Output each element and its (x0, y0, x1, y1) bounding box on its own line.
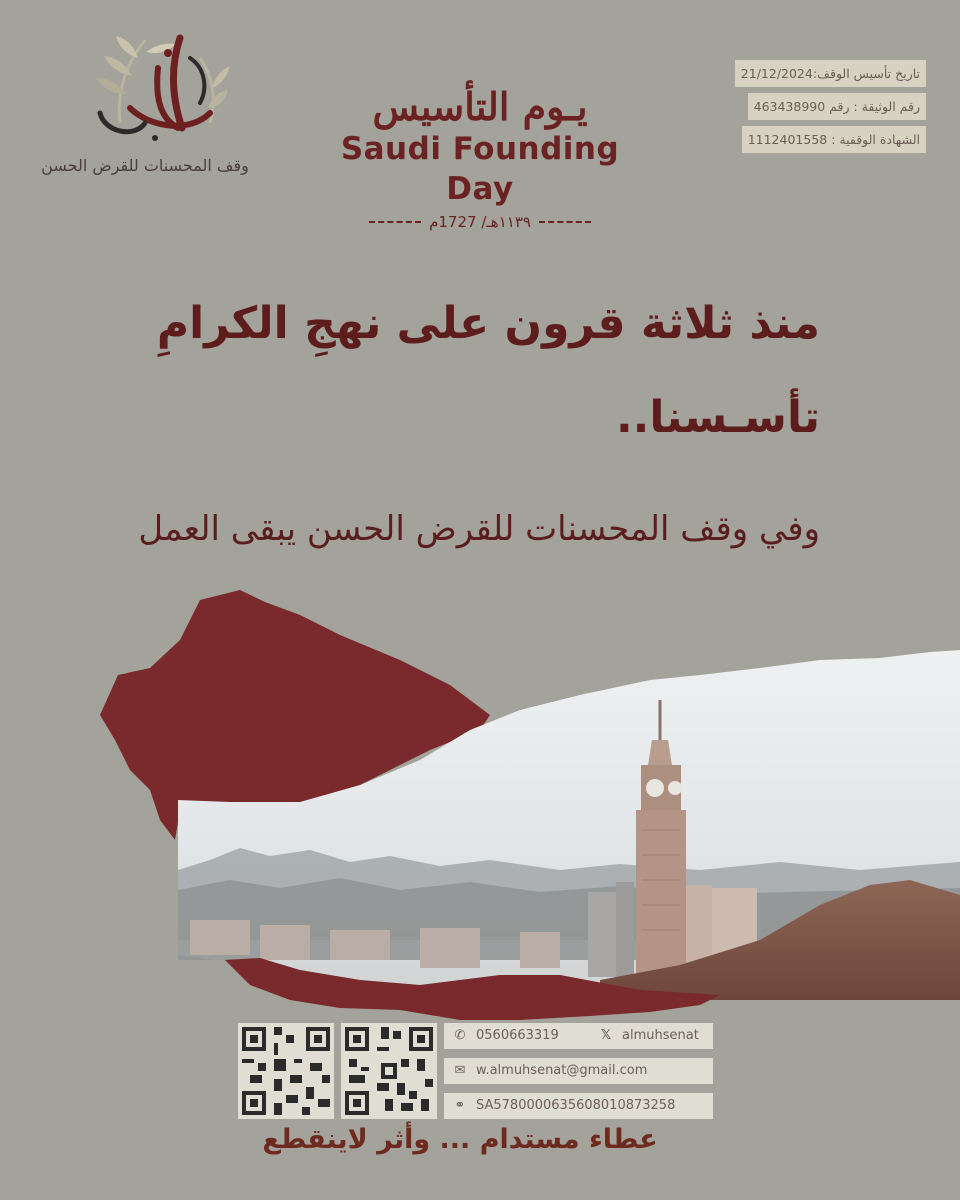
founding-day-english: Saudi Founding Day (340, 131, 620, 207)
email-address: w.almuhsenat@gmail.com (476, 1063, 648, 1078)
iban-number: SA5780000635608010873258 (476, 1098, 676, 1113)
envelope-icon: ✉ (454, 1063, 466, 1078)
founding-day-arabic: يـوم التأسيس (372, 84, 588, 129)
qr-code-2[interactable] (341, 1023, 437, 1119)
headline-line-1: منذ ثلاثة قرون على نهجِ الكرامِ (156, 298, 820, 349)
x-handle: almuhsenat (622, 1028, 699, 1043)
x-logo-icon: 𝕏 (600, 1028, 612, 1043)
logo (30, 28, 260, 188)
phone-icon: ✆ (454, 1028, 466, 1043)
divider-line (539, 221, 591, 223)
slogan: عطاء مستدام ... وأثر لاينقطع (262, 1124, 658, 1155)
document-number-tag: رقم الوثيقة : رقم 463438990 (748, 93, 926, 120)
logo-caption: وقف المحسنات للقرض الحسن (41, 156, 249, 175)
founding-date-tag: تاريخ تأسيس الوقف:21/12/2024 (735, 60, 926, 87)
bank-icon: ⚭ (454, 1098, 466, 1113)
email-tag[interactable] (444, 1058, 713, 1084)
subline: وفي وقف المحسنات للقرض الحسن يبقى العمل (138, 509, 820, 549)
phone-tag[interactable] (444, 1023, 590, 1049)
qr-code-icon (238, 1023, 334, 1119)
wheat-calligraphy-logo-icon (60, 28, 230, 153)
endowment-info (735, 60, 926, 153)
phone-number: 0560663319 (476, 1028, 559, 1043)
headline-line-2: تأسـسنا.. (615, 392, 820, 443)
divider-line (369, 221, 421, 223)
certificate-tag: الشهادة الوقفية : 1112401558 (742, 126, 926, 153)
founding-day-badge (330, 84, 630, 231)
qr-code-icon (341, 1023, 437, 1119)
founding-day-dates (330, 213, 630, 231)
x-handle-tag[interactable] (590, 1023, 713, 1049)
founding-day-date-text: ١١٣٩هـ/ 1727م (429, 213, 531, 231)
saudi-map-skyline-scene (0, 580, 960, 1020)
iban-tag[interactable] (444, 1093, 713, 1119)
qr-code-1[interactable] (238, 1023, 334, 1119)
